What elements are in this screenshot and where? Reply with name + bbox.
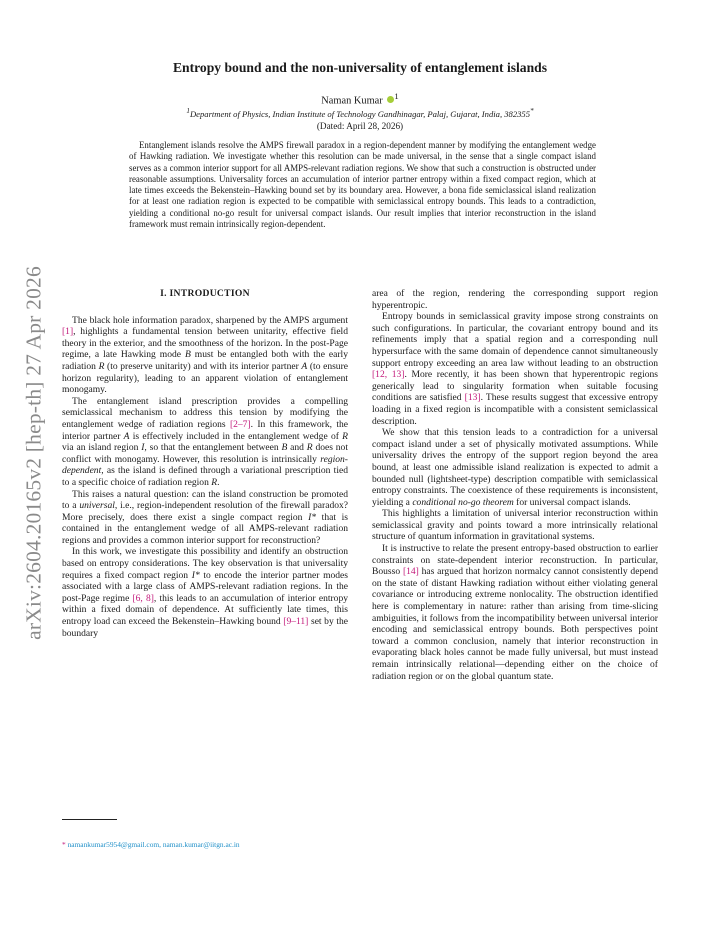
arxiv-identifier: arXiv:2604.20165v2 [hep-th] 27 Apr 2026 <box>21 266 46 640</box>
citation-link[interactable]: [14] <box>402 566 419 578</box>
italic-text: R <box>211 476 218 488</box>
paragraph: In this work, we investigate this possibility and identify an obstruction based on entropy considerations. The key observation is that universality requires a fixed compact region I* to encode the interior partner modes associated with a large class of AMPS-relevant radiation regions. In the post-Page regime [6, 8], this leads to an accumulation of interior entropy within a fixed domain of dependence. At sufficiently late times, this entropy load can exceed the Bekenstein–Hawking bound [9–11] set by the boundary <box>62 546 349 639</box>
paragraph: Entropy bounds in semiclassical gravity impose strong constraints on such configurations. In particular, the covariant entropy bound and its refinements imply that a spatial region and a corresponding null hypersurface with the same domain of dependence cannot simultaneously support entropy exceeding an area law without leading to an obstruction [12, 13]. More recently, it has been shown that hyperentropic regions generically lead to singularity formation when suitable focusing conditions are satisfied [13]. These results suggest that excessive entropy loading in a fixed region is incompatible with a consistent semiclassical description. <box>372 311 658 427</box>
citation-link[interactable]: [13] <box>464 392 481 404</box>
footnote-mark: * <box>62 840 66 849</box>
footnote <box>62 840 240 849</box>
italic-text: conditional no-go theorem <box>412 496 514 508</box>
citation-link[interactable]: [2–7] <box>229 418 251 430</box>
paragraph: This highlights a limitation of universal interior reconstruction within semiclassical gravity and points toward a more intrinsically relational structure of quantum information in gravitational systems. <box>372 508 658 543</box>
arxiv-watermark <box>14 258 54 648</box>
abstract: Entanglement islands resolve the AMPS firewall paradox in a region-dependent manner by modifying the entanglement wedge of Hawking radiation. We investigate whether this resolution can be made universal, in the sense that a single compact island serves as a common interior support for all AMPS-relevant radiation regions. We show that such a construction is obstructed under reasonable assumptions. Universality forces an accumulation of interior partner entropy within a fixed compact region, which at late times exceeds the Bekenstein–Hawking bound set by its boundary area. However, a bona fide semiclassical island realization for at least one radiation region is expected to be compatible with semiclassical entropy bounds. This leads to a contradiction, yielding a conditional no-go result for universal compact islands. Our result implies that interior reconstruction in the island framework must remain intrinsically region-dependent. <box>129 140 596 229</box>
author-name: Naman Kumar <box>321 95 383 107</box>
footnote-rule <box>62 819 117 820</box>
italic-text: I <box>141 442 145 454</box>
paragraph: We show that this tension leads to a contradiction for a universal compact island under a set of physically motivated assumptions. While universality drives the entropy of the support region beyond the area bound, at least one admissible island realization is expected to admit a bounded null (lightsheet-type) description compatible with semiclassical entropy constraints. The coexistence of these requirements is inconsistent, yielding a conditional no-go theorem for universal compact islands. <box>372 427 658 508</box>
section-heading-introduction: I. INTRODUCTION <box>160 288 250 299</box>
italic-text: A <box>123 430 130 442</box>
italic-text: region-dependent <box>62 453 348 477</box>
citation-link[interactable]: [6, 8] <box>132 592 154 604</box>
citation-link[interactable]: [1] <box>62 326 74 338</box>
affiliation-mark: 1 <box>186 107 190 115</box>
italic-text: I* <box>191 569 200 581</box>
paragraph: area of the region, rendering the corresponding support region hyperentropic. <box>372 288 658 311</box>
paragraph: The black hole information paradox, sharpened by the AMPS argument [1], highlights a fundamental tension between unitarity, effective field theory in the exterior, and the smoothness of the horizon. In the post-Page regime, a late Hawking mode B must be entangled both with the early radiation R (to preserve unitarity) and with its interior partner A (to ensure horizon regularity), leading to an apparent violation of entanglement monogamy. <box>62 314 349 396</box>
paper-title: Entropy bound and the non-universality of entanglement islands <box>172 60 548 75</box>
italic-text: B <box>184 349 191 361</box>
left-column <box>62 288 348 639</box>
citation-link[interactable]: [9–11] <box>283 616 309 628</box>
paragraph: The entanglement island prescription provides a compelling semiclassical mechanism to address this tension by modifying the entanglement wedge of radiation regions [2–7]. In this framework, the interior partner A is effectively included in the entanglement wedge of R via an island region I, so that the entanglement between B and R does not conflict with monogamy. However, this resolution is intrinsically region-dependent, as the island is defined through a variational prescription tied to a specific choice of radiation region R. <box>62 395 349 488</box>
italic-text: universal <box>79 500 115 512</box>
date-line: (Dated: April 28, 2026) <box>316 121 404 131</box>
italic-text: R <box>342 430 349 442</box>
paragraph: It is instructive to relate the present entropy-based obstruction to earlier constraints on state-dependent interior reconstruction. In particular, Bousso [14] has argued that horizon normalcy cannot consistently depend on the state of distant Hawking radiation without either violating general covariance or introducing extreme nonlocality. The obstruction identified here is complementary in nature: rather than arising from time-slicing ambiguities, it follows from the incompatibility between universal interior encoding and semiclassical entropy bounds. Both perspectives point toward a common conclusion, namely that interior reconstruction in evaporating black holes cannot be made fully universal, but must instead remain intrinsically relational—depending either on the choice of radiation region or on the global quantum state. <box>372 543 658 682</box>
author-email-link[interactable]: namankumar5954@gmail.com, naman.kumar@iitgn.ac.in <box>67 840 240 849</box>
paragraph: This raises a natural question: can the island construction be promoted to a universal, i.e., region-independent resolution of the firewall paradox? More precisely, does there exist a single compact region I* that is contained in the entanglement wedge of all AMPS-relevant radiation regions and provides a common interior support for reconstruction? <box>62 488 349 546</box>
italic-text: R <box>306 442 313 454</box>
author-affiliation-mark: 1 <box>394 91 399 101</box>
italic-text: R <box>98 360 105 372</box>
italic-text: A <box>301 360 308 372</box>
right-column <box>372 288 658 682</box>
author-line <box>80 91 640 106</box>
italic-text: B <box>281 442 288 454</box>
citation-link[interactable]: [12, 13] <box>372 369 405 381</box>
affiliation-text: Department of Physics, Indian Institute of Technology Gandhinagar, Palaj, Gujarat, India, 382355 <box>189 108 531 119</box>
italic-text: I* <box>308 511 317 523</box>
affiliation <box>70 107 650 119</box>
affiliation-star: * <box>530 107 534 115</box>
